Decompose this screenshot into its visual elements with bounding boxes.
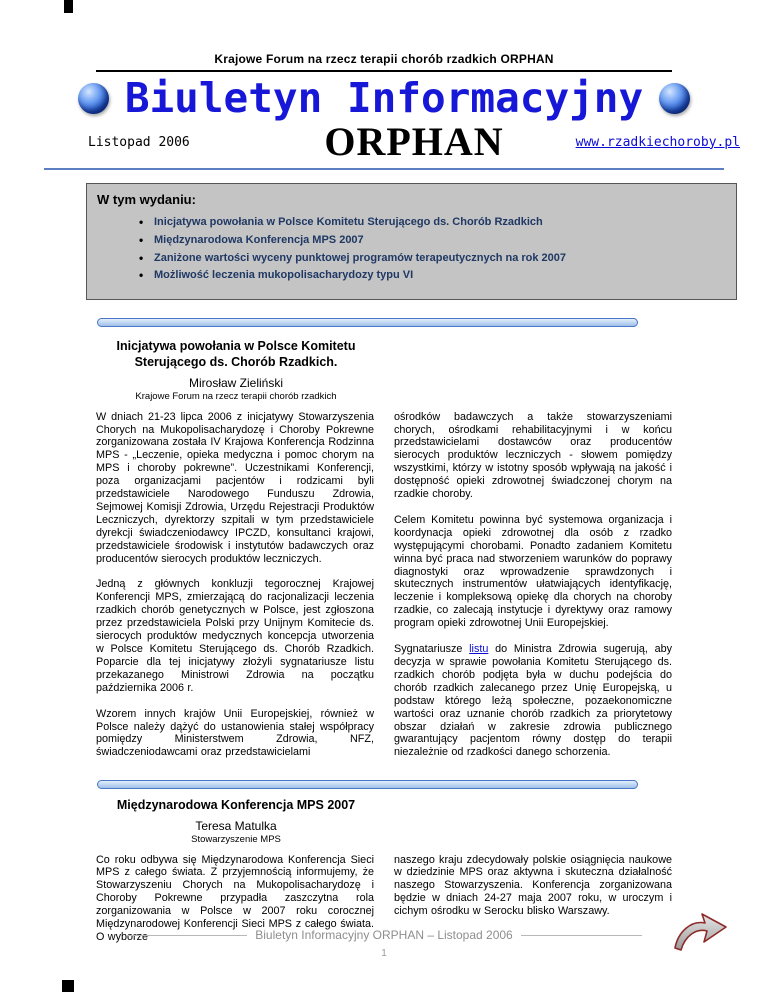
footer-text: Biuletyn Informacyjny ORPHAN – Listopad 2006 [255, 928, 513, 942]
paragraph [96, 708, 374, 760]
text-segment: naszego kraju zdecydowały polskie osiągnięcia naukowe w dziedzinie MPS oraz aktywna i skuteczna działalność naszego Stowarzyszenia. Konferencja zorganizowana będzie w dniach 24-27 maja 2007 roku, w uroczym i cichym ośrodku w Serocku blisko Warszawy. [394, 853, 672, 918]
curved-arrow-icon [672, 912, 728, 954]
toc-heading: W tym wydaniu: [97, 192, 196, 208]
masthead-title-row [0, 76, 768, 121]
text-segment: ośrodków badawczych a także stowarzyszeniami chorych, ośrodkami rehabilitacyjnymi i w końcu przedstawicielami dostawców oraz producentów sierocych produktów leczniczych - słowem pomiędzy wszystkimi, którzy w istotny sposób wpływają na jakość i dostępność opieki zdrowotnej świadczonej chorym na rzadkie choroby. [394, 410, 672, 501]
article-2-header [96, 797, 376, 844]
issue-date: Listopad 2006 [88, 135, 190, 151]
article-1-column-left [96, 411, 374, 773]
text-segment: Jedną z głównych konkluzji tegorocznej Krajowej Konferencji MPS, zmierzającą do racjonalizacji leczenia rzadkich chorób genetycznych w Polsce, jest zgłoszona przez przedstawiciela Polski przy Unijnym Komitecie ds. sierocych produktów medycznych koncepcja utworzenia w Polsce Komitetu Sterującego ds. Chorób Rzadkich. Poparcie dla tej inicjatywy złożyli sygnatariusze listu przekazanego Ministrowi Zdrowia na początku października 2006 r. [96, 578, 374, 694]
toc-list [139, 216, 724, 283]
article-author: Mirosław Zieliński [188, 375, 283, 390]
article-affiliation: Krajowe Forum na rzecz terapii chorób rzadkich [135, 390, 337, 402]
paragraph [394, 514, 672, 630]
paragraph [394, 643, 672, 759]
page-corner-mark-bottom [62, 980, 74, 992]
text-segment: do Ministra Zdrowia sugerują, aby decyzja w sprawie powołania Komitetu Sterującego ds. rzadkich chorób podjęta była w duchu podejścia do chorób rzadkich zalecanego przez Unię Europejską, u podstaw którego leżą społeczne, pozaekonomiczne wartości oraz uznanie chorób rzadkich za priorytetowy obszar działań w zakresie zdrowia publicznego gwarantujący pacjentom równy dostęp do terapii niezależnie od rzadkości danego schorzenia. [394, 643, 673, 759]
text-segment: Sygnatariusze [394, 643, 470, 656]
article-title: Międzynarodowa Konferencja MPS 2007 [116, 798, 356, 813]
footer-rule-left [126, 935, 247, 936]
paragraph [394, 411, 672, 501]
page-number: 1 [381, 948, 387, 959]
orphan-title: ORPHAN [324, 119, 504, 165]
masthead-subtitle-row [0, 121, 768, 163]
section-divider-bar-2 [97, 780, 638, 789]
text-segment: Wzorem innych krajów Unii Europejskiej, również w Polsce należy dążyć do ustanowienia stałej współpracy pomiędzy Ministerstwem Zdrowia, NFZ, świadczeniodawcami oraz przedstawicielami [96, 707, 374, 759]
article-1-column-right [394, 411, 672, 773]
newsletter-title: Biuletyn Informacyjny [124, 74, 644, 122]
inline-link[interactable]: listu [469, 643, 489, 656]
toc-item: • Inicjatywa powołania w Polsce Komitetu Sterującego ds. Chorób Rzadkich [139, 216, 724, 230]
text-segment: Celem Komitetu powinna być systemowa organizacja i koordynacja opieki zdrowotnej dla osób z rzadko występującymi chorobami. Ponadto zadaniem Komitetu winna być praca nad stworzeniem warunków do poprawy diagnostyki oraz wprowadzenie sprawdzonych i skutecznych instrumentów ułatwiających identyfikację, leczenie i kompleksową opiekę dla chorych na choroby rzadkie, co zalecają instytucje i dyrektywy oraz ramowy program opieki zdrowotnej Unii Europejskiej. [394, 513, 672, 630]
footer-rule-right [521, 935, 642, 936]
masthead-header [0, 0, 768, 72]
toc-box [86, 183, 737, 300]
article-affiliation: Stowarzyszenie MPS [191, 833, 281, 845]
paragraph [96, 578, 374, 694]
website-link[interactable]: www.rzadkiechoroby.pl [575, 134, 741, 150]
text-segment: Co roku odbywa się Międzynarodowa Konferencja Sieci MPS z całego świata. Z przyjemnością informujemy, że Stowarzyszeniu Chorych na Mukopolisacharydozę i Choroby Pokrewne przypadła zaszczytna rola zorganizowania w Polsce w 2007 roku corocznej Międzynarodowej Konferencji Sieci MPS z całego świata. O wyborze [96, 853, 374, 943]
article-1-header [96, 338, 376, 402]
text-segment: W dniach 21-23 lipca 2006 z inicjatywy Stowarzyszenia Chorych na Mukopolisacharydozę i Choroby Pokrewne zorganizowana została IV Krajowa Konferencja Rodzinna MPS - „Leczenie, opieka medyczna i pomoc chorym na MPS i choroby pokrewne”. Uczestnikami Konferencji, poza organizacjami pacjentów i rodzicami byli przedstawiciele Narodowego Funduszu Zdrowia, Sejmowej Komisji Zdrowia, Urzędu Rejestracji Produktów Leczniczych, dyrektorzy szpitali w tym przedstawiciele dyrekcji świadczeniodawcy IPCZD, konsultanci krajowi, przedstawiciele środowisk i instytutów badawczych oraz producentów sierocych produktów leczniczych. [96, 410, 374, 565]
forum-header-text: Krajowe Forum na rzecz terapii chorób rzadkich ORPHAN [214, 52, 554, 66]
masthead-divider-rule [44, 168, 724, 170]
globe-sphere-icon-right [659, 83, 690, 114]
article-author: Teresa Matulka [195, 818, 277, 833]
page-corner-mark-top [64, 0, 73, 13]
toc-item: • Zaniżone wartości wyceny punktowej programów terapeutycznych na rok 2007 [139, 252, 724, 266]
header-rule [96, 70, 672, 72]
article-title: Inicjatywa powołania w Polsce Komitetu Sterującego ds. Chorób Rzadkich. [116, 339, 356, 370]
globe-sphere-icon-left [78, 83, 109, 114]
toc-item: • Możliwość leczenia mukopolisacharydozy typu VI [139, 269, 724, 283]
section-divider-bar-1 [97, 318, 638, 327]
toc-item: • Międzynarodowa Konferencja MPS 2007 [139, 234, 724, 248]
article-1-columns [96, 411, 672, 773]
paragraph [96, 411, 374, 566]
page-footer [126, 928, 642, 942]
paragraph [394, 854, 672, 919]
